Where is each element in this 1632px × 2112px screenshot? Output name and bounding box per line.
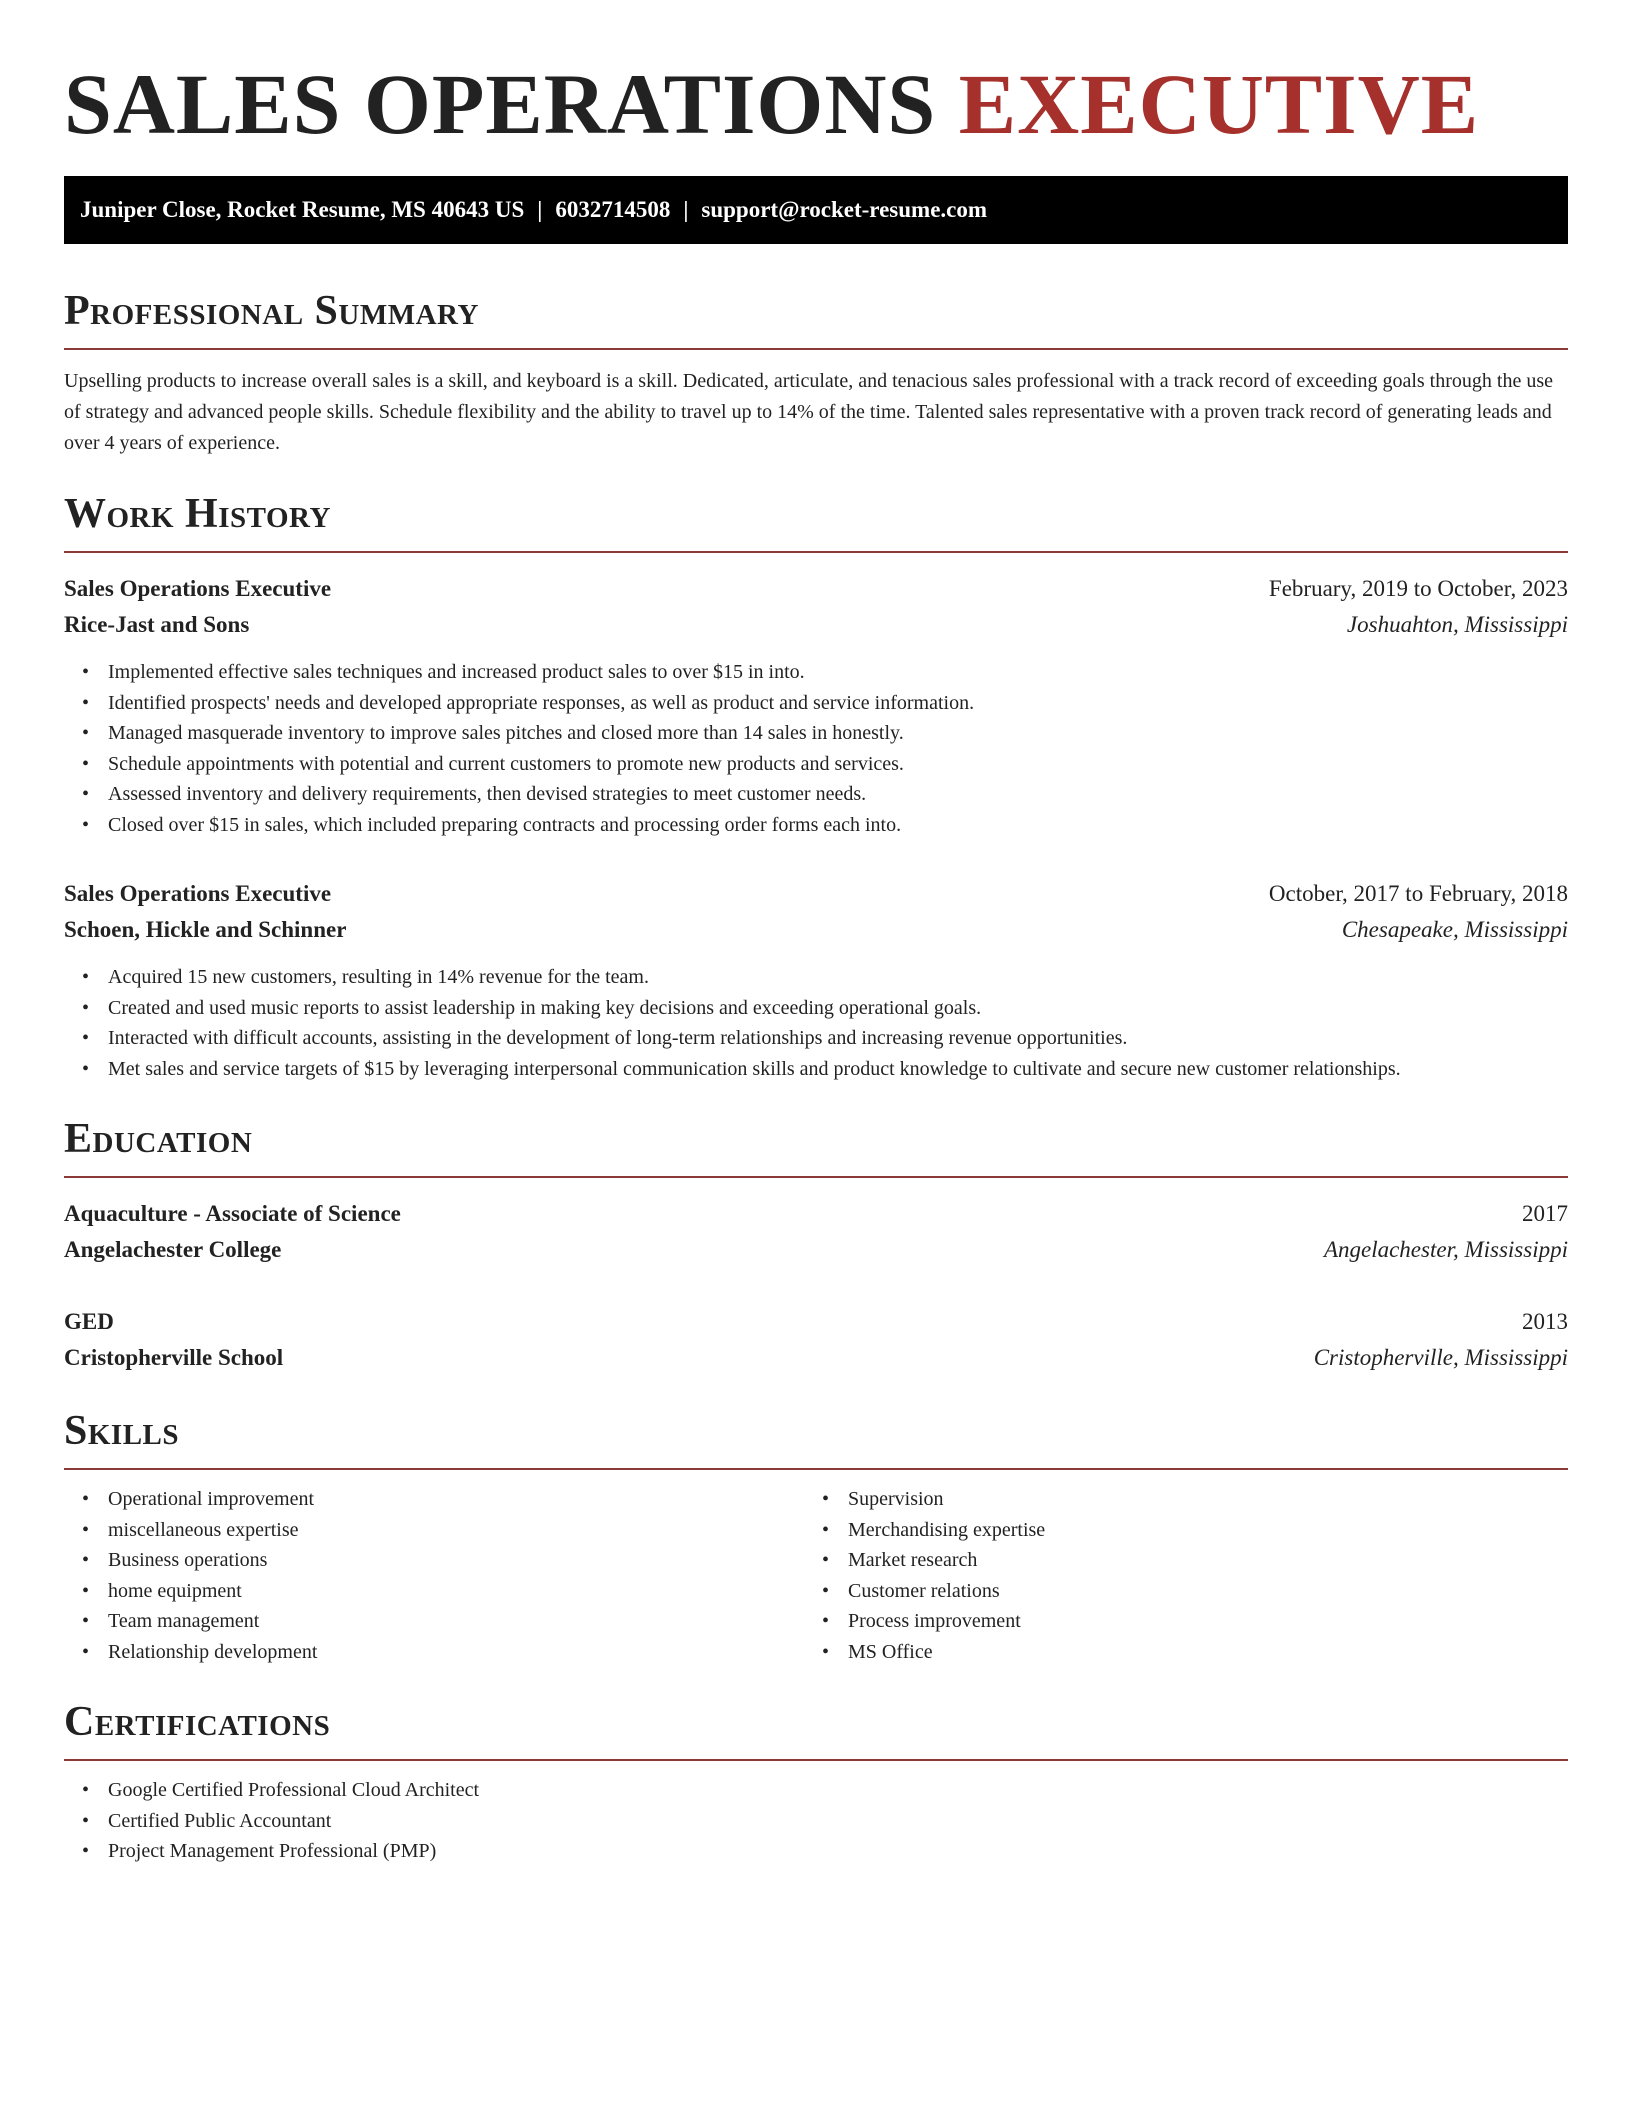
- job-dates: February, 2019 to October, 2023: [1268, 576, 1568, 601]
- title-accent: EXECUTIVE: [958, 56, 1480, 152]
- skill-item: • Operational improvement: [108, 1484, 804, 1515]
- education-school-row: [64, 1232, 1568, 1268]
- contact-email: support@rocket-resume.com: [701, 197, 988, 222]
- job-bullets: [64, 657, 1568, 840]
- education-degree: Aquaculture - Associate of Science: [64, 1201, 401, 1226]
- job-company-row: [64, 912, 1568, 948]
- skills-heading: Skills: [64, 1406, 1568, 1470]
- job-bullet: • Implemented effective sales techniques and increased product sales to over $15 in into.: [108, 657, 1568, 688]
- skill-item: • Team management: [108, 1606, 804, 1637]
- certifications-heading: Certifications: [64, 1697, 1568, 1761]
- job-bullet: • Acquired 15 new customers, resulting in 14% revenue for the team.: [108, 962, 1568, 993]
- skills-column-left: [64, 1484, 804, 1667]
- education-location: Cristopherville, Mississippi: [1313, 1345, 1568, 1370]
- job-bullet: • Met sales and service targets of $15 by leveraging interpersonal communication skills and product knowledge to cultivate and secure new customer relationships.: [108, 1054, 1568, 1085]
- summary-text: Upselling products to increase overall sales is a skill, and keyboard is a skill. Dedicated, articulate, and tenacious sales professional with a track record of exceeding goals through the use of strategy and advanced people skills. Schedule flexibility and the ability to travel up to 14% of the time. Talented sales representative with a proven track record of generating leads and over 4 years of experience.: [64, 370, 1553, 454]
- job-header-row: [64, 876, 1568, 912]
- certifications-list: [64, 1775, 1568, 1867]
- education-entry: [64, 1196, 1568, 1268]
- summary-heading: Professional Summary: [64, 286, 1568, 350]
- contact-separator: |: [683, 197, 689, 222]
- skill-item: • Customer relations: [848, 1576, 1544, 1607]
- job-bullet: • Interacted with difficult accounts, assisting in the development of long-term relationships and increasing revenue opportunities.: [108, 1023, 1568, 1054]
- education-header-row: [64, 1304, 1568, 1340]
- job-location: Chesapeake, Mississippi: [1341, 917, 1568, 942]
- skill-item: • MS Office: [848, 1637, 1544, 1668]
- job-title: Sales Operations Executive: [64, 576, 332, 601]
- resume-title: [64, 58, 1568, 150]
- job-entry: [64, 571, 1568, 840]
- skill-item: • Market research: [848, 1545, 1544, 1576]
- contact-bar: [64, 176, 1568, 244]
- certification-item: • Certified Public Accountant: [108, 1806, 1568, 1837]
- skills-grid: [64, 1484, 1568, 1667]
- contact-address: Juniper Close, Rocket Resume, MS 40643 US: [80, 197, 525, 222]
- education-year: 2017: [1522, 1201, 1568, 1226]
- skills-section: [64, 1406, 1568, 1667]
- certification-item: • Google Certified Professional Cloud Architect: [108, 1775, 1568, 1806]
- job-company-row: [64, 607, 1568, 643]
- title-main: SALES OPERATIONS: [64, 56, 937, 152]
- summary-section: [64, 286, 1568, 459]
- job-bullet: • Managed masquerade inventory to improve sales pitches and closed more than 14 sales in honestly.: [108, 718, 1568, 749]
- job-location: Joshuahton, Mississippi: [1346, 612, 1568, 637]
- certification-item: • Project Management Professional (PMP): [108, 1836, 1568, 1867]
- job-bullet: • Schedule appointments with potential and current customers to promote new products and services.: [108, 749, 1568, 780]
- job-bullet: • Assessed inventory and delivery requirements, then devised strategies to meet customer needs.: [108, 779, 1568, 810]
- education-section: [64, 1114, 1568, 1376]
- skills-list: [804, 1484, 1544, 1667]
- job-bullet: • Created and used music reports to assist leadership in making key decisions and exceeding operational goals.: [108, 993, 1568, 1024]
- job-bullets: [64, 962, 1568, 1084]
- education-header-row: [64, 1196, 1568, 1232]
- education-school: Angelachester College: [64, 1237, 282, 1262]
- work-history-section: [64, 489, 1568, 1084]
- education-degree: GED: [64, 1309, 114, 1334]
- job-company: Rice-Jast and Sons: [64, 612, 250, 637]
- skills-list: [64, 1484, 804, 1667]
- job-dates: October, 2017 to February, 2018: [1268, 881, 1568, 906]
- education-school: Cristopherville School: [64, 1345, 284, 1370]
- job-header-row: [64, 571, 1568, 607]
- job-entry: [64, 876, 1568, 1084]
- job-bullet: • Closed over $15 in sales, which included preparing contracts and processing order forms each into.: [108, 810, 1568, 841]
- education-school-row: [64, 1340, 1568, 1376]
- skill-item: • Merchandising expertise: [848, 1515, 1544, 1546]
- job-company: Schoen, Hickle and Schinner: [64, 917, 347, 942]
- skill-item: • Process improvement: [848, 1606, 1544, 1637]
- skill-item: • Supervision: [848, 1484, 1544, 1515]
- certifications-section: [64, 1697, 1568, 1867]
- skills-column-right: [804, 1484, 1544, 1667]
- education-year: 2013: [1522, 1309, 1568, 1334]
- education-heading: Education: [64, 1114, 1568, 1178]
- job-bullet: • Identified prospects' needs and developed appropriate responses, as well as product and service information.: [108, 688, 1568, 719]
- education-location: Angelachester, Mississippi: [1323, 1237, 1568, 1262]
- skill-item: • Relationship development: [108, 1637, 804, 1668]
- job-title: Sales Operations Executive: [64, 881, 332, 906]
- skill-item: • home equipment: [108, 1576, 804, 1607]
- contact-phone: 6032714508: [555, 197, 671, 222]
- skill-item: • miscellaneous expertise: [108, 1515, 804, 1546]
- education-entry: [64, 1304, 1568, 1376]
- contact-separator: |: [537, 197, 543, 222]
- resume-page: [64, 0, 1568, 1867]
- work-history-heading: Work History: [64, 489, 1568, 553]
- skill-item: • Business operations: [108, 1545, 804, 1576]
